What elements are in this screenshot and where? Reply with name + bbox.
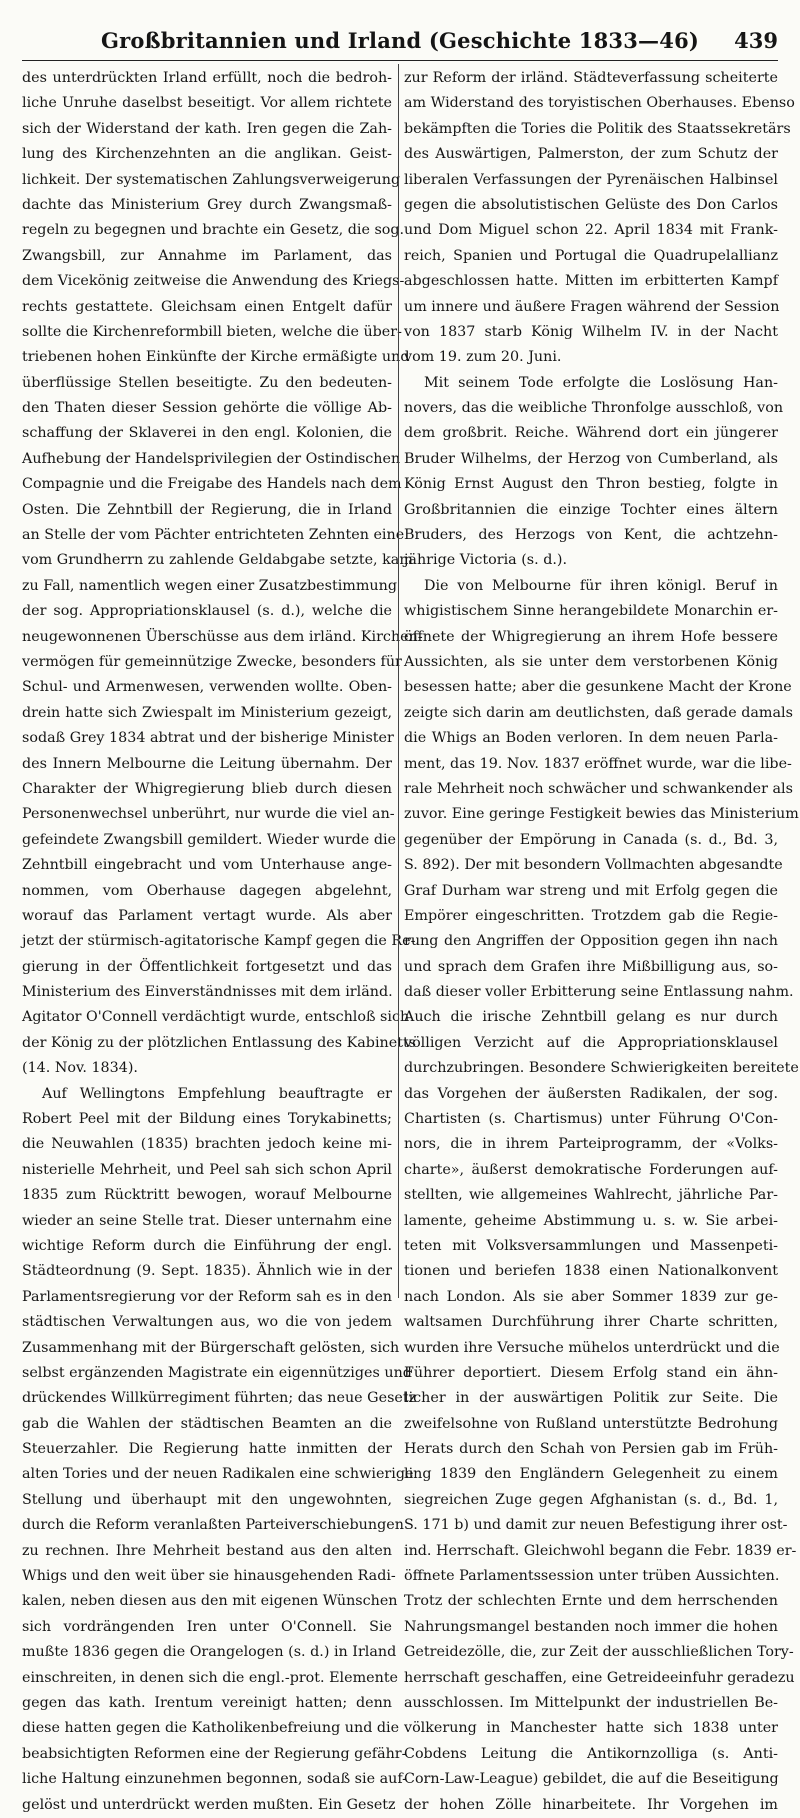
- text-line: gierung in der Öffentlichkeit fortgesetzt und das: [22, 958, 392, 975]
- text-line: wieder an seine Stelle trat. Dieser unternahm eine: [22, 1212, 392, 1229]
- text-line: drückendes Willkürregiment führten; das neue Gesetz: [22, 1390, 417, 1407]
- text-line: zu Fall, namentlich wegen einer Zusatzbestimmung: [22, 577, 397, 594]
- text-line: dem großbrit. Reiche. Während dort ein jüngerer: [404, 425, 778, 442]
- text-line: nommen, vom Oberhause dagegen abgelehnt,: [22, 882, 392, 899]
- text-line: liche Unruhe daselbst beseitigt. Vor allem richtete: [22, 95, 392, 112]
- text-line: Zwangsbill, zur Annahme im Parlament, das: [22, 247, 392, 264]
- text-line: daß dieser voller Erbitterung seine Entlassung nahm.: [404, 984, 794, 1001]
- text-line: gegen das kath. Irentum vereinigt hatten; denn: [22, 1695, 392, 1711]
- right-column: [404, 66, 799, 1813]
- text-line: teten mit Volksversammlungen und Massenpeti-: [404, 1237, 778, 1254]
- text-line: Cobdens Leitung die Antikornzolliga (s. Anti-: [404, 1745, 778, 1762]
- text-line: waltsamen Durchführung ihrer Charte schritten,: [404, 1314, 778, 1331]
- text-line: abgeschlossen hatte. Mitten im erbitterten Kampf: [404, 273, 778, 290]
- text-line: Auf Wellingtons Empfehlung beauftragte er: [42, 1085, 392, 1102]
- text-line: nach London. Als sie aber Sommer 1839 zur ge-: [404, 1288, 778, 1305]
- text-line: Großbritannien die einzige Tochter eines ältern: [404, 501, 778, 518]
- text-line: vom 19. zum 20. Juni.: [404, 349, 562, 366]
- text-line: wichtige Reform durch die Einführung der engl.: [22, 1237, 392, 1254]
- text-line: durchzubringen. Besondere Schwierigkeiten bereitete: [404, 1060, 799, 1077]
- running-title: Großbritannien und Irland (Geschichte 1833—46): [100, 28, 700, 53]
- text-line: Stellung und überhaupt mit den ungewohnten,: [22, 1491, 392, 1508]
- text-line: städtischen Verwaltungen aus, wo die von jedem: [22, 1314, 392, 1331]
- left-column: [22, 66, 423, 1813]
- text-line: Trotz der schlechten Ernte und dem herrschenden: [404, 1593, 778, 1610]
- text-line: Steuerzahler. Die Regierung hatte inmitten der: [22, 1441, 392, 1458]
- text-line: siegreichen Zuge gegen Afghanistan (s. d., Bd. 1,: [404, 1491, 778, 1508]
- text-line: reich, Spanien und Portugal die Quadrupelallianz: [404, 247, 778, 264]
- text-line: Osten. Die Zehntbill der Regierung, die in Irland: [22, 501, 392, 518]
- text-line: öffnete Parlamentssession unter trüben Aussichten.: [404, 1568, 780, 1585]
- text-line: zu rechnen. Ihre Mehrheit bestand aus den alten: [22, 1542, 392, 1559]
- text-line: gelöst und unterdrückt werden mußten. Ein Gesetz: [22, 1796, 396, 1813]
- text-line: einschreiten, in denen sich die engl.-prot. Elemente: [22, 1669, 399, 1686]
- text-line: neugewonnenen Überschüsse aus dem irländ. Kirchen-: [22, 628, 423, 645]
- text-line: rechts gestattete. Gleichsam einen Entgelt dafür: [22, 298, 392, 315]
- text-line: lamente, geheime Abstimmung u. s. w. Sie arbei-: [404, 1212, 778, 1229]
- text-line: des Auswärtigen, Palmerston, der zum Schutz der: [404, 146, 778, 163]
- text-line: den Thaten dieser Session gehörte die völlige Ab-: [22, 400, 392, 417]
- text-line: zur Reform der irländ. Städteverfassung scheiterte: [404, 70, 778, 86]
- text-line: gegenüber der Empörung in Canada (s. d., Bd. 3,: [404, 831, 778, 848]
- text-line: dachte das Ministerium Grey durch Zwangsmaß-: [22, 196, 392, 213]
- text-line: herrschaft geschaffen, eine Getreideeinfuhr geradezu: [404, 1669, 795, 1686]
- text-line: gab die Wahlen der städtischen Beamten an die: [22, 1415, 392, 1432]
- text-line: Personenwechsel unberührt, nur wurde die viel an-: [22, 806, 395, 823]
- text-line: überflüssige Stellen beseitigte. Zu den bedeuten-: [22, 374, 392, 391]
- text-line: und sprach dem Grafen ihre Mißbilligung aus, so-: [404, 958, 778, 975]
- text-line: durch die Reform veranlaßten Parteiverschiebungen: [22, 1517, 404, 1534]
- text-line: S. 171 b) und damit zur neuen Befestigung ihrer ost-: [404, 1517, 788, 1534]
- text-line: Empörer eingeschritten. Trotzdem gab die Regie-: [404, 907, 778, 924]
- text-line: Städteordnung (9. Sept. 1835). Ähnlich wie in der: [22, 1263, 392, 1280]
- text-line: Graf Durham war streng und mit Erfolg gegen die: [404, 882, 778, 899]
- text-line: mußte 1836 gegen die Orangelogen (s. d.) in Irland: [22, 1644, 397, 1661]
- text-line: nisterielle Mehrheit, und Peel sah sich schon April: [22, 1161, 392, 1178]
- text-line: am Widerstand des toryistischen Oberhauses. Ebenso: [404, 95, 795, 112]
- text-line: Zehntbill eingebracht und vom Unterhause ange-: [22, 857, 392, 874]
- text-line: Parlamentsregierung vor der Reform sah es in den: [22, 1288, 392, 1305]
- text-line: schaffung der Sklaverei in den engl. Kolonien, die: [22, 425, 392, 442]
- text-line: licher in der auswärtigen Politik zur Seite. Die: [404, 1390, 778, 1407]
- text-line: charte», äußerst demokratische Forderungen auf-: [404, 1161, 778, 1178]
- page-header: [22, 28, 778, 58]
- text-line: gegen die absolutistischen Gelüste des Don Carlos: [404, 196, 778, 213]
- text-line: Herats durch den Schah von Persien gab im Früh-: [404, 1441, 778, 1458]
- text-line: Getreidezölle, die, zur Zeit der ausschließlichen Tory-: [404, 1644, 794, 1661]
- text-line: Charakter der Whigregierung blieb durch diesen: [22, 780, 392, 797]
- text-line: whigistischem Sinne herangebildete Monarchin er-: [404, 603, 778, 620]
- text-line: alten Tories und der neuen Radikalen eine schwierige: [22, 1466, 414, 1483]
- text-line: Compagnie und die Freigabe des Handels nach dem: [22, 476, 402, 493]
- text-line: des Innern Melbourne die Leitung übernahm. Der: [22, 755, 392, 772]
- text-line: Nahrungsmangel bestanden noch immer die hohen: [404, 1618, 778, 1635]
- text-line: rung den Angriffen der Opposition gegen ihn nach: [404, 933, 778, 950]
- text-line: novers, das die weibliche Thronfolge ausschloß, von: [404, 400, 784, 417]
- text-line: die Neuwahlen (1835) brachten jedoch keine mi-: [22, 1136, 392, 1153]
- text-line: Bruder Wilhelms, der Herzog von Cumberland, als: [404, 450, 778, 467]
- text-line: völkerung in Manchester hatte sich 1838 unter: [404, 1720, 778, 1737]
- text-line: liche Haltung einzunehmen begonnen, sodaß sie auf-: [22, 1771, 407, 1788]
- text-line: Ministerium des Einverständnisses mit dem irländ.: [22, 984, 393, 1001]
- text-line: selbst ergänzenden Magistrate ein eigennütziges und: [22, 1364, 412, 1381]
- text-line: beabsichtigten Reformen eine der Regierung gefähr-: [22, 1745, 407, 1762]
- text-line: ment, das 19. Nov. 1837 eröffnet wurde, war die libe-: [404, 755, 792, 772]
- text-line: ling 1839 den Engländern Gelegenheit zu einem: [404, 1466, 778, 1483]
- text-line: wurden ihre Versuche mühelos unterdrückt und die: [404, 1339, 780, 1356]
- text-line: lung des Kirchenzehnten an die anglikan. Geist-: [22, 146, 392, 163]
- text-line: von 1837 starb König Wilhelm IV. in der Nacht: [404, 323, 778, 340]
- text-line: Chartisten (s. Chartismus) unter Führung O'Con-: [404, 1111, 778, 1128]
- text-line: liberalen Verfassungen der Pyrenäischen Halbinsel: [404, 171, 778, 188]
- text-line: Whigs und den weit über sie hinausgehenden Radi-: [22, 1568, 396, 1585]
- text-line: öffnete der Whigregierung an ihrem Hofe bessere: [404, 628, 778, 645]
- text-line: sollte die Kirchenreformbill bieten, welche die über-: [22, 323, 402, 340]
- text-line: Bruders, des Herzogs von Kent, die achtzehn-: [404, 527, 778, 544]
- text-line: Mit seinem Tode erfolgte die Loslösung Han-: [424, 374, 778, 391]
- text-line: König Ernst August den Thron bestieg, folgte in: [404, 476, 778, 493]
- text-line: und Dom Miguel schon 22. April 1834 mit Frank-: [404, 222, 778, 239]
- text-line: Corn-Law-League) gebildet, die auf die Beseitigung: [404, 1771, 779, 1788]
- text-line: sich vordrängenden Iren unter O'Connell. Sie: [22, 1618, 392, 1635]
- text-line: Aufhebung der Handelsprivilegien der Ostindischen: [22, 450, 401, 467]
- text-line: vom Grundherrn zu zahlende Geldabgabe setzte, kam: [22, 552, 413, 569]
- text-line: der sog. Appropriationsklausel (s. d.), welche die: [22, 603, 392, 620]
- text-line: um innere und äußere Fragen während der Session: [404, 298, 780, 315]
- text-line: vermögen für gemeinnützige Zwecke, besonders für: [22, 653, 402, 670]
- text-line: das Vorgehen der äußersten Radikalen, der sog.: [404, 1085, 778, 1102]
- text-line: Schul- und Armenwesen, verwenden wollte. Oben-: [22, 679, 392, 696]
- text-line: völligen Verzicht auf die Appropriationsklausel: [404, 1034, 778, 1051]
- text-line: Agitator O'Connell verdächtigt wurde, entschloß sich: [22, 1009, 410, 1026]
- text-line: Auch die irische Zehntbill gelang es nur durch: [404, 1009, 778, 1026]
- text-line: zeigte sich darin am deutlichsten, daß gerade damals: [404, 704, 793, 721]
- text-line: sich der Widerstand der kath. Iren gegen die Zah-: [22, 120, 392, 137]
- text-line: Robert Peel mit der Bildung eines Torykabinetts;: [22, 1111, 392, 1128]
- text-line: diese hatten gegen die Katholikenbefreiung und die: [22, 1720, 400, 1737]
- text-line: dem Vicekönig zeitweise die Anwendung des Kriegs-: [22, 273, 405, 290]
- text-line: 1835 zum Rücktritt bewogen, worauf Melbourne: [22, 1187, 392, 1204]
- text-line: S. 892). Der mit besondern Vollmachten abgesandte: [404, 857, 783, 874]
- text-line: Zusammenhang mit der Bürgerschaft gelösten, sich: [22, 1339, 400, 1356]
- text-line: Führer deportiert. Diesem Erfolg stand ein ähn-: [404, 1364, 778, 1381]
- text-line: ind. Herrschaft. Gleichwohl begann die Febr. 1839 er-: [404, 1542, 797, 1559]
- text-line: zweifelsohne von Rußland unterstützte Bedrohung: [404, 1415, 778, 1432]
- text-line: nors, die in ihrem Parteiprogramm, der «Volks-: [404, 1136, 778, 1153]
- text-line: jährige Victoria (s. d.).: [404, 552, 568, 569]
- page-number: 439: [734, 28, 778, 53]
- text-line: Die von Melbourne für ihren königl. Beruf in: [424, 577, 778, 594]
- text-line: an Stelle der vom Pächter entrichteten Zehnten eine: [22, 527, 405, 544]
- text-line: worauf das Parlament vertagt wurde. Als aber: [22, 907, 392, 924]
- text-line: bekämpften die Tories die Politik des Staatssekretärs: [404, 120, 791, 137]
- text-line: des unterdrückten Irland erfüllt, noch die bedroh-: [22, 70, 392, 86]
- text-line: triebenen hohen Einkünfte der Kirche ermäßigte und: [22, 349, 410, 366]
- text-line: der König zu der plötzlichen Entlassung des Kabinetts: [22, 1034, 417, 1051]
- text-line: gefeindete Zwangsbill gemildert. Wieder wurde die: [22, 831, 397, 848]
- text-line: lichkeit. Der systematischen Zahlungsverweigerung: [22, 171, 401, 188]
- text-line: (14. Nov. 1834).: [22, 1060, 138, 1077]
- text-line: Aussichten, als sie unter dem verstorbenen König: [404, 653, 778, 670]
- text-line: regeln zu begegnen und brachte ein Gesetz, die sog.: [22, 222, 405, 239]
- text-line: kalen, neben diesen aus den mit eigenen Wünschen: [22, 1593, 398, 1610]
- text-line: stellten, wie allgemeines Wahlrecht, jährliche Par-: [404, 1187, 778, 1204]
- text-line: ausschlossen. Im Mittelpunkt der industriellen Be-: [404, 1695, 778, 1711]
- text-line: rale Mehrheit noch schwächer und schwankender als: [404, 780, 793, 797]
- text-line: die Whigs an Boden verloren. In dem neuen Parla-: [404, 730, 778, 747]
- text-line: jetzt der stürmisch-agitatorische Kampf gegen die Re-: [22, 933, 416, 950]
- text-line: der hohen Zölle hinarbeitete. Ihr Vorgehen im: [404, 1796, 778, 1813]
- text-line: tionen und beriefen 1838 einen Nationalkonvent: [404, 1263, 778, 1280]
- text-line: zuvor. Eine geringe Festigkeit bewies das Ministerium: [404, 806, 799, 823]
- text-line: besessen hatte; aber die gesunkene Macht der Krone: [404, 679, 792, 696]
- text-line: sodaß Grey 1834 abtrat und der bisherige Minister: [22, 730, 394, 747]
- header-rule: [22, 60, 778, 61]
- column-divider: [398, 64, 399, 1298]
- text-line: drein hatte sich Zwiespalt im Ministerium gezeigt,: [22, 704, 392, 721]
